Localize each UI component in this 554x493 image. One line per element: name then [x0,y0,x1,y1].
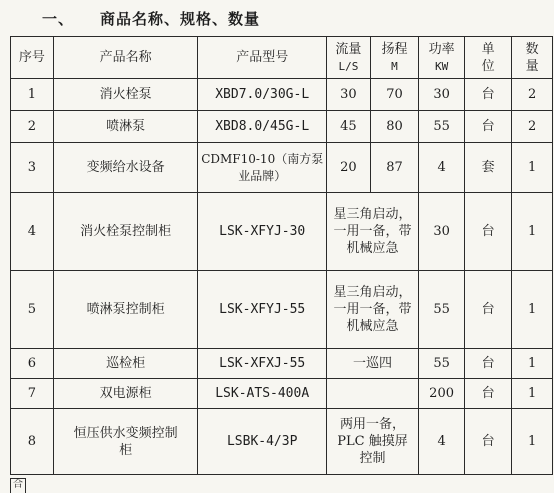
cell-name: 喷淋泵 [53,111,198,143]
cell-unit: 台 [465,79,512,111]
table-row [11,409,553,475]
cell-power: 55 [419,271,465,349]
cell-head: 70 [370,79,418,111]
cell-power: 55 [419,111,465,143]
cell-power: 200 [419,379,465,409]
cell-note: 两用一备，PLC 触摸屏控制 [326,409,418,475]
cell-seq: 3 [11,143,54,193]
table-row [11,111,553,143]
cell-flow: 20 [326,143,370,193]
cell-seq: 2 [11,111,54,143]
cell-model: CDMF10-10（南方泵业品牌） [198,143,327,193]
cell-model: LSBK-4/3P [198,409,327,475]
cell-qty: 1 [512,271,553,349]
section-title: 商品名称、规格、数量 [100,10,261,28]
section-number: 一、 [42,10,75,28]
cell-unit: 套 [465,143,512,193]
cell-power: 4 [419,409,465,475]
next-row-fragment: 合 [10,478,26,493]
header-power: 功率 KW [419,37,465,79]
cell-unit: 台 [465,379,512,409]
cell-unit: 台 [465,409,512,475]
header-flow: 流量 L/S [326,37,370,79]
cell-power: 30 [419,79,465,111]
cell-power: 30 [419,193,465,271]
cell-qty: 1 [512,349,553,379]
header-row [11,37,553,79]
table-row [11,79,553,111]
cell-qty: 1 [512,143,553,193]
cell-seq: 8 [11,409,54,475]
cell-seq: 6 [11,349,54,379]
cell-model: XBD8.0/45G-L [198,111,327,143]
cell-qty: 1 [512,379,553,409]
section-heading [42,8,260,29]
cell-note: 星三角启动，一用一备，带机械应急 [326,271,418,349]
cell-note: 星三角启动，一用一备，带机械应急 [326,193,418,271]
cell-power: 4 [419,143,465,193]
cell-unit: 台 [465,193,512,271]
table-row [11,379,553,409]
cell-seq: 1 [11,79,54,111]
cell-model: LSK-XFYJ-30 [198,193,327,271]
cell-model: LSK-XFXJ-55 [198,349,327,379]
header-model: 产品型号 [198,37,327,79]
header-head: 扬程 M [370,37,418,79]
cell-name: 喷淋泵控制柜 [53,271,198,349]
cell-head: 80 [370,111,418,143]
table-row [11,271,553,349]
cell-model: LSK-ATS-400A [198,379,327,409]
cell-qty: 2 [512,111,553,143]
cell-unit: 台 [465,271,512,349]
table-row [11,143,553,193]
cell-qty: 1 [512,193,553,271]
cell-name: 变频给水设备 [53,143,198,193]
product-spec-table [10,36,553,475]
header-unit: 单 位 [465,37,512,79]
cell-name: 巡检柜 [53,349,198,379]
header-qty: 数 量 [512,37,553,79]
header-name: 产品名称 [53,37,198,79]
cell-name: 恒压供水变频控制柜 [53,409,198,475]
cell-note [326,379,418,409]
cell-head: 87 [370,143,418,193]
cell-name: 双电源柜 [53,379,198,409]
cell-model: LSK-XFYJ-55 [198,271,327,349]
cell-unit: 台 [465,111,512,143]
cell-seq: 7 [11,379,54,409]
table-row [11,193,553,271]
cell-unit: 台 [465,349,512,379]
cell-name: 消火栓泵 [53,79,198,111]
cell-note: 一巡四 [326,349,418,379]
cell-flow: 30 [326,79,370,111]
cell-model: XBD7.0/30G-L [198,79,327,111]
cell-qty: 1 [512,409,553,475]
cell-seq: 5 [11,271,54,349]
cell-qty: 2 [512,79,553,111]
table-row [11,349,553,379]
cell-name: 消火栓泵控制柜 [53,193,198,271]
cell-power: 55 [419,349,465,379]
header-seq: 序号 [11,37,54,79]
cell-flow: 45 [326,111,370,143]
cell-seq: 4 [11,193,54,271]
